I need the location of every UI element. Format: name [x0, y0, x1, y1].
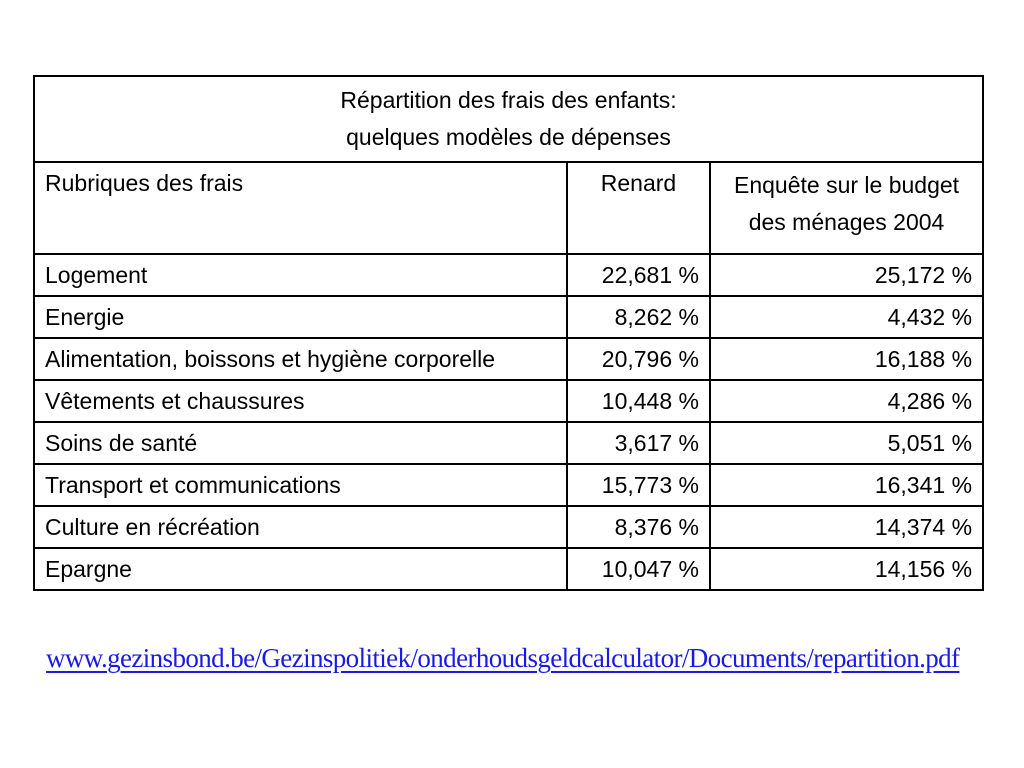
row-label: Alimentation, boissons et hygiène corporelle: [34, 338, 567, 380]
source-link[interactable]: www.gezinsbond.be/Gezinspolitiek/onderhoudsgeldcalculator/Documents/repartition.pdf: [46, 643, 960, 673]
row-renard-value: 15,773 %: [567, 464, 710, 506]
row-renard-value: 8,376 %: [567, 506, 710, 548]
table-header-row: [34, 162, 983, 254]
row-renard-value: 10,448 %: [567, 380, 710, 422]
table-row: [34, 464, 983, 506]
row-enquete-value: 5,051 %: [710, 422, 983, 464]
table-row: [34, 506, 983, 548]
row-label: Epargne: [34, 548, 567, 590]
row-renard-value: 20,796 %: [567, 338, 710, 380]
row-label: Logement: [34, 254, 567, 296]
header-enquete-line-2: des ménages 2004: [748, 209, 945, 235]
row-enquete-value: 16,188 %: [710, 338, 983, 380]
row-enquete-value: 16,341 %: [710, 464, 983, 506]
row-label: Vêtements et chaussures: [34, 380, 567, 422]
row-label: Energie: [34, 296, 567, 338]
table-row: [34, 422, 983, 464]
table-title-line-2: quelques modèles de dépenses: [346, 124, 671, 150]
row-renard-value: 3,617 %: [567, 422, 710, 464]
row-renard-value: 10,047 %: [567, 548, 710, 590]
row-label: Culture en récréation: [34, 506, 567, 548]
table-row: [34, 338, 983, 380]
table-row: [34, 380, 983, 422]
table-row: [34, 296, 983, 338]
row-enquete-value: 4,432 %: [710, 296, 983, 338]
table-title-line-1: Répartition des frais des enfants:: [340, 87, 677, 113]
table-row: [34, 254, 983, 296]
expense-distribution-table: [33, 75, 984, 591]
table-title-row: [34, 76, 983, 162]
header-renard: Renard: [567, 162, 710, 254]
row-enquete-value: 4,286 %: [710, 380, 983, 422]
header-rubriques: Rubriques des frais: [34, 162, 567, 254]
table-title: [34, 76, 983, 162]
row-renard-value: 22,681 %: [567, 254, 710, 296]
row-enquete-value: 14,374 %: [710, 506, 983, 548]
header-enquete: [710, 162, 983, 254]
row-enquete-value: 25,172 %: [710, 254, 983, 296]
row-renard-value: 8,262 %: [567, 296, 710, 338]
table-row: [34, 548, 983, 590]
header-enquete-line-1: Enquête sur le budget: [733, 172, 960, 198]
row-label: Transport et communications: [34, 464, 567, 506]
row-enquete-value: 14,156 %: [710, 548, 983, 590]
row-label: Soins de santé: [34, 422, 567, 464]
